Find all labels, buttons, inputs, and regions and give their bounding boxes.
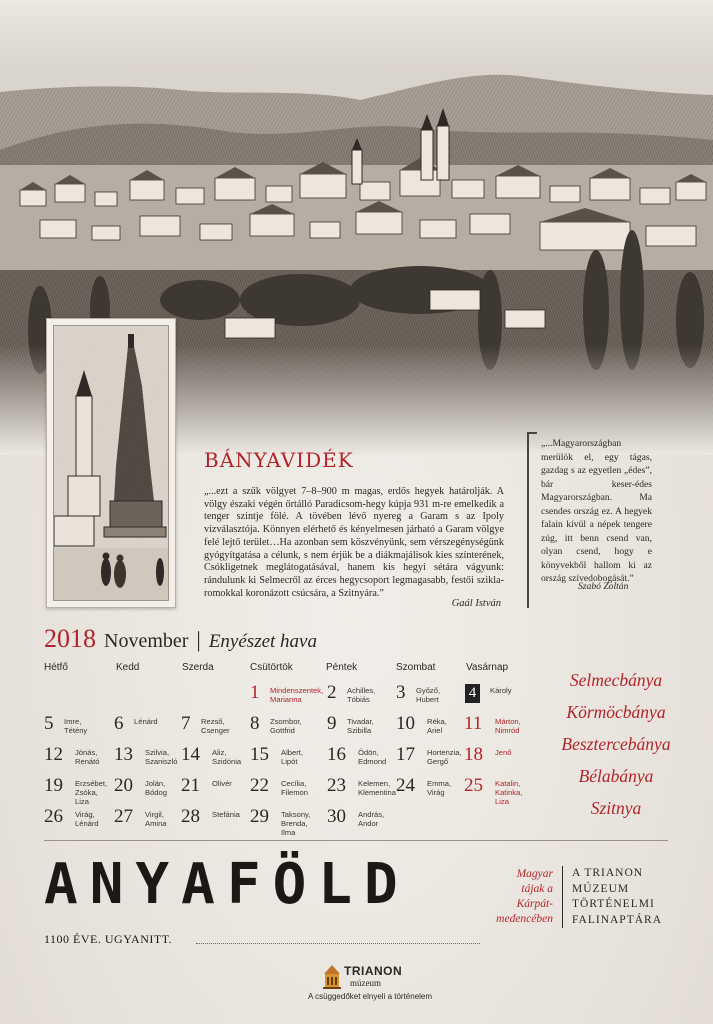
quote-text: „...Magyarországban merülök el, egy tágas, gazdag s az egyetlen „édes”, bár keser-édes Magyarországban. Ma csendes ország ez. A hegyek falain kívül a népek tengere zúg, itt benn csend van, olyan csend, hogy e könyvekből hallom ki az ország szívedobogását.” bbox=[541, 438, 652, 584]
quote-bar bbox=[527, 432, 529, 608]
name-day: Ödön, Edmond bbox=[358, 748, 387, 766]
name-day: Imre, Tétény bbox=[64, 717, 88, 735]
day-number: 19 bbox=[44, 775, 63, 796]
name-day: Olivér bbox=[212, 779, 232, 788]
quote-bar-cap bbox=[527, 432, 537, 434]
day-number: 4 bbox=[465, 684, 480, 703]
name-day: Rezső, Csenger bbox=[201, 717, 230, 735]
calendar-day bbox=[44, 744, 116, 776]
calendar-day bbox=[464, 713, 536, 745]
name-day: Lénárd bbox=[134, 717, 158, 726]
month-name: November bbox=[104, 630, 189, 652]
towns-list bbox=[536, 664, 696, 824]
calendar-day bbox=[114, 806, 186, 838]
museum-building-icon bbox=[322, 962, 342, 990]
name-day: Jolán, Bódog bbox=[145, 779, 167, 797]
calendar-day bbox=[250, 744, 322, 776]
calendar-day bbox=[327, 682, 399, 714]
footer-vertical-rule bbox=[562, 866, 563, 928]
museum-title: A TRIANON MÚZEUM TÖRTÉNELMI FALINAPTÁRA bbox=[572, 867, 663, 926]
town-item: Besztercebánya bbox=[561, 734, 671, 754]
name-day: Szilvia, Szaniszló bbox=[145, 748, 178, 766]
logo-motto: A csüggedőket elnyeli a történelem bbox=[307, 992, 433, 1001]
month-subtitle: Enyészet hava bbox=[208, 631, 317, 652]
day-number: 10 bbox=[396, 713, 415, 734]
day-number: 3 bbox=[396, 682, 406, 703]
name-day: Achilles, Tóbiás bbox=[347, 686, 376, 704]
calendar-day bbox=[181, 744, 253, 776]
name-day: Győző, Hubert bbox=[416, 686, 441, 704]
calendar-day bbox=[250, 713, 322, 745]
brand-subtitle: 1100 ÉVE. UGYANITT. bbox=[44, 932, 173, 946]
calendar-day bbox=[114, 744, 186, 776]
brand-title: ANYAFÖLD bbox=[44, 852, 410, 917]
town-item: Körmöcbánya bbox=[566, 702, 666, 722]
weekday-label: Szombat bbox=[396, 662, 436, 673]
name-day: Albert, Lipót bbox=[281, 748, 303, 766]
name-day: Jónás, Renátó bbox=[75, 748, 100, 766]
month-header bbox=[44, 624, 317, 654]
name-day: Erzsébet, Zsóka, Liza bbox=[75, 779, 108, 806]
logo-subtitle: múzeum bbox=[350, 978, 381, 988]
day-number: 25 bbox=[464, 775, 483, 796]
town-item: Bélabánya bbox=[578, 766, 654, 786]
article-author: Gaál István bbox=[451, 598, 501, 609]
day-number: 17 bbox=[396, 744, 415, 765]
quote-author: Szabó Zoltán bbox=[578, 581, 629, 592]
name-day: Emma, Virág bbox=[427, 779, 452, 797]
calendar-day bbox=[114, 713, 186, 745]
calendar-day bbox=[250, 806, 322, 838]
name-day: Mindenszentek, Marianna bbox=[270, 686, 324, 704]
day-number: 21 bbox=[181, 775, 200, 796]
name-day: Kelemen, Klementina bbox=[358, 779, 396, 797]
day-number: 20 bbox=[114, 775, 133, 796]
day-number: 26 bbox=[44, 806, 63, 827]
calendar-day bbox=[464, 775, 536, 807]
day-number: 15 bbox=[250, 744, 269, 765]
day-number: 29 bbox=[250, 806, 269, 827]
name-day: Virág, Lénárd bbox=[75, 810, 99, 828]
name-day: Márton, Nimród bbox=[495, 717, 521, 735]
day-number: 11 bbox=[464, 713, 483, 734]
day-number: 12 bbox=[44, 744, 63, 765]
calendar-day bbox=[327, 713, 399, 745]
dotted-rule bbox=[196, 943, 480, 944]
day-number: 27 bbox=[114, 806, 133, 827]
calendar-day bbox=[114, 775, 186, 807]
day-number: 14 bbox=[181, 744, 200, 765]
day-number: 9 bbox=[327, 713, 337, 734]
calendar-day bbox=[44, 775, 116, 807]
calendar-day bbox=[327, 744, 399, 776]
calendar-day bbox=[44, 713, 116, 745]
calendar-day bbox=[396, 744, 468, 776]
name-day: Katalin, Katinka, Liza bbox=[495, 779, 523, 806]
footer-divider bbox=[44, 840, 668, 841]
name-day: Zsombor, Gottfrid bbox=[270, 717, 302, 735]
calendar-day bbox=[396, 682, 468, 714]
weekday-label: Hétfő bbox=[44, 662, 68, 673]
weekday-label: Vasárnap bbox=[466, 662, 509, 673]
day-number: 2 bbox=[327, 682, 337, 703]
inset-image-frame bbox=[53, 325, 169, 601]
name-day: Károly bbox=[490, 686, 512, 695]
name-day: Hortenzia, Gergő bbox=[427, 748, 462, 766]
town-item: Szitnya bbox=[590, 798, 642, 818]
day-number: 23 bbox=[327, 775, 346, 796]
day-number: 18 bbox=[464, 744, 483, 765]
calendar-day bbox=[181, 775, 253, 807]
day-number: 28 bbox=[181, 806, 200, 827]
town-item: Selmecbánya bbox=[569, 670, 663, 690]
name-day: András, Andor bbox=[358, 810, 385, 828]
day-number: 24 bbox=[396, 775, 415, 796]
day-number: 22 bbox=[250, 775, 269, 796]
name-day: Réka, Ariel bbox=[427, 717, 447, 735]
day-number: 1 bbox=[250, 682, 260, 703]
weekday-label: Kedd bbox=[116, 662, 140, 673]
day-number: 13 bbox=[114, 744, 133, 765]
month-year: 2018 bbox=[44, 624, 96, 653]
name-day: Jenő bbox=[495, 748, 512, 757]
calendar-day bbox=[464, 682, 536, 714]
logo-name: TRIANON bbox=[344, 964, 403, 978]
name-day: Aliz, Szidónia bbox=[212, 748, 242, 766]
day-number: 8 bbox=[250, 713, 260, 734]
name-day: Stefánia bbox=[212, 810, 240, 819]
day-number: 16 bbox=[327, 744, 346, 765]
name-day: Cecília, Filemon bbox=[281, 779, 309, 797]
weekday-label: Szerda bbox=[182, 662, 214, 673]
month-separator: | bbox=[196, 627, 201, 652]
day-number: 6 bbox=[114, 713, 124, 734]
calendar-day bbox=[396, 713, 468, 745]
calendar-day bbox=[464, 744, 536, 776]
calendar-day bbox=[396, 775, 468, 807]
calendar-day bbox=[181, 806, 253, 838]
weekday-label: Csütörtök bbox=[250, 662, 293, 673]
holy-trinity-column-image bbox=[46, 318, 176, 608]
day-number: 30 bbox=[327, 806, 346, 827]
calendar-day bbox=[181, 713, 253, 745]
calendar-day bbox=[250, 682, 322, 714]
name-day: Virgil, Amina bbox=[145, 810, 167, 828]
day-number: 7 bbox=[181, 713, 191, 734]
weekday-label: Péntek bbox=[326, 662, 358, 673]
name-day: Tivadar, Szibilla bbox=[347, 717, 374, 735]
calendar-day bbox=[327, 806, 399, 838]
calendar-day bbox=[250, 775, 322, 807]
article-title: BÁNYAVIDÉK bbox=[204, 448, 354, 472]
calendar-day bbox=[44, 806, 116, 838]
calendar-day bbox=[327, 775, 399, 807]
article-body: „...ezt a szűk völgyet 7–8–900 m magas, erdős hegyek határolják. A völgy északi végén őrtálló Paradicsom-hegy kúpja 931 m-re emelkedik a tenger szintje fölé. A tövében lévő nyereg a Garam s az Ipoly vízválasztója. Könnyen elérhető és kényelmesen járható a Garam völgye felé lejtő terület…Ha azonban sem köszvényünk, sem vérszegénységünk gyógyítgatása a célunk, s nem érjük be a diákmajálisok kies színterének, Csókligetnek meglátogatásával, hanem kis hegyi sétára vágyunk: rándulunk ki Selmecről az érces hegycsoport legmagasabb, festői szikla-romokkal koronázott csúcsára, a Szitnyára.” bbox=[204, 486, 504, 599]
name-day: Taksony, Brenda, Ilma bbox=[281, 810, 311, 837]
tagline: Magyar tájak a Kárpát-medencében bbox=[496, 868, 553, 925]
day-number: 5 bbox=[44, 713, 54, 734]
trianon-museum-logo bbox=[290, 960, 450, 1008]
